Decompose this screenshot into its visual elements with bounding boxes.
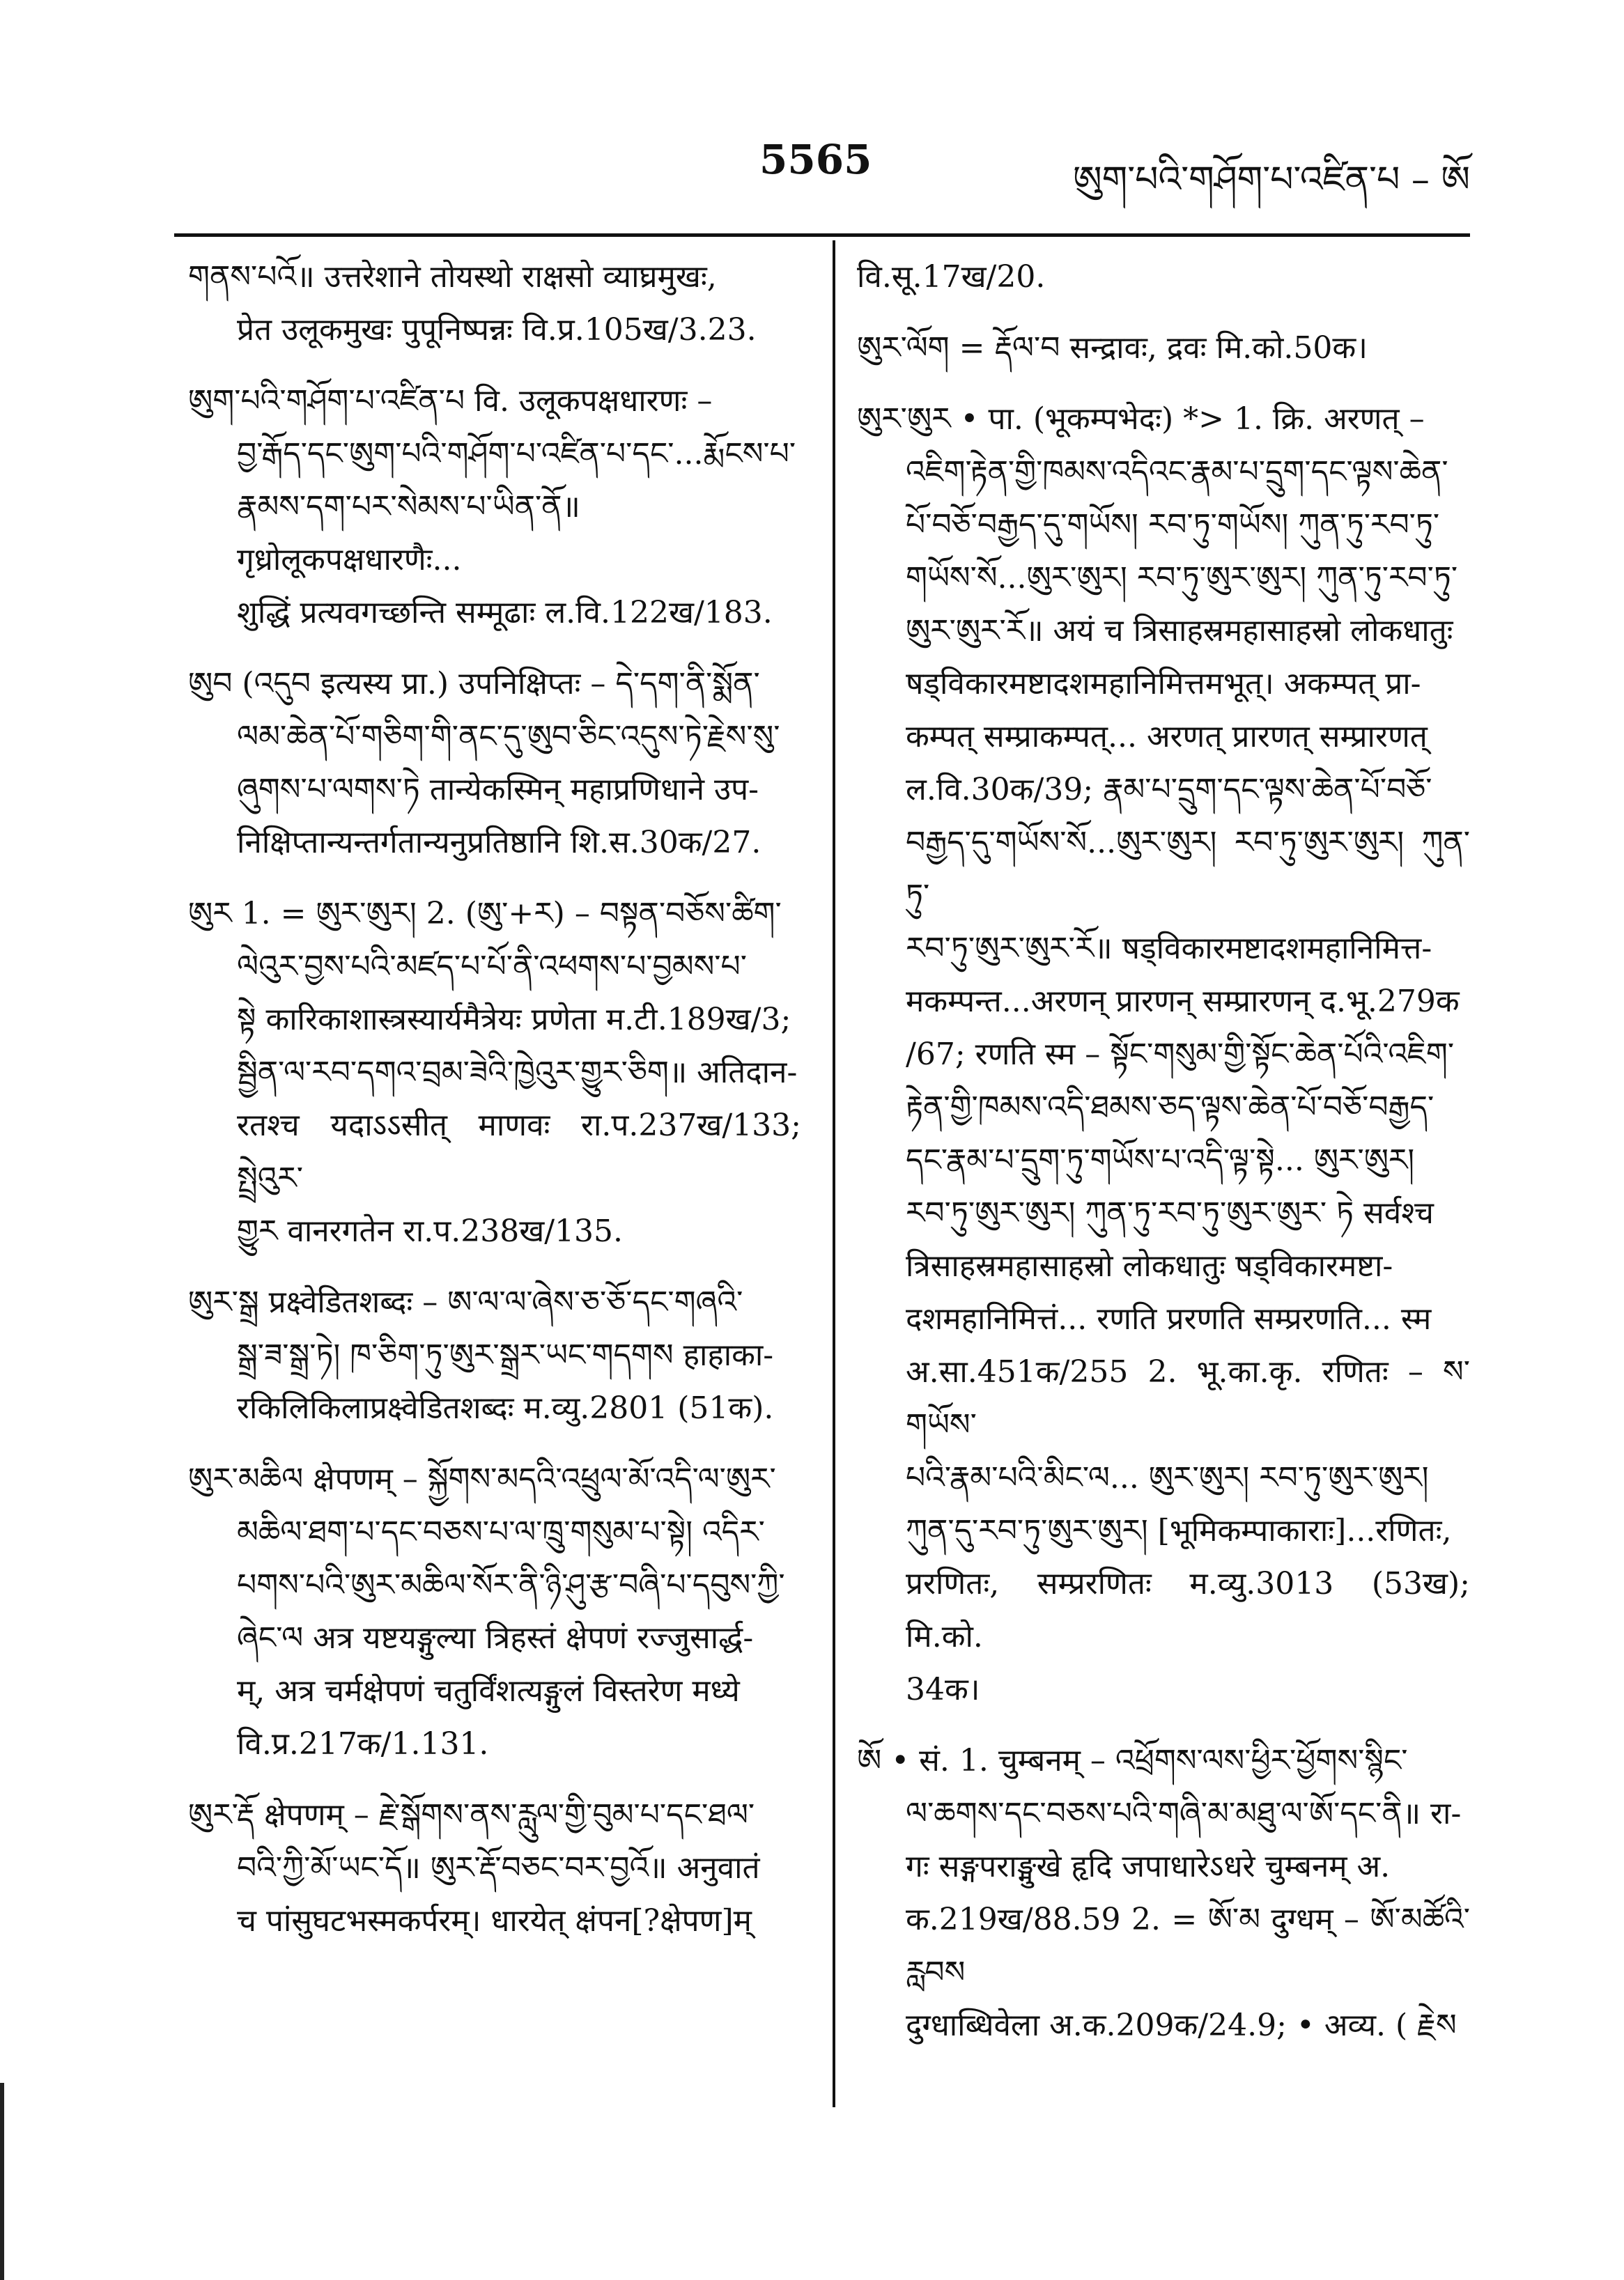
entry-line: རབ་ཏུ་ཨུར་ཨུར། ཀུན་ཏུ་རབ་ཏུ་ཨུར་ཨུར་ ཏེ सर्वश्च [906,1195,1434,1231]
entry-line: निक्षिप्तान्यन्तर्गतान्यनुप्रतिष्ठानि शि.स.30क/27. [237,825,761,860]
entry-line: པགས་པའི་ཨུར་མཆིལ་སོར་ནི་ཉི་ཤུ་རྩ་བཞི་པ་དབུས་ཀྱི་ [237,1567,785,1603]
dictionary-entry [188,887,801,1258]
entry-line: འཇིག་རྟེན་གྱི་ཁམས་འདིའང་རྣམ་པ་དྲུག་དང་ལྟས་ཆེན་ [906,454,1448,490]
entry-line: ཨོ • सं. 1. चुम्बनम् – འཕྲོགས་ལས་ཕྱིར་ཕྱོགས་སྙིང་ [857,1743,1408,1778]
column-divider [833,240,835,2107]
entry-line: ཨུར་ཨུར་རོ॥ अयं च त्रिसाहस्रमहासाहस्रो लोकधातुः [906,613,1453,649]
page-header [174,132,1470,209]
entry-line: སྟེ कारिकाशास्त्रस्यार्यमैत्रेयः प्रणेता म.टी.189ख/3; [237,1002,791,1037]
dictionary-entry [857,251,1470,304]
entry-line: ཨུར་ལོག = རྡོལ་བ सन्द्रावः, द्रवः मि.को.50क। [857,330,1368,366]
entry-line: བརྒྱད་དུ་གཡོས་སོ...ཨུར་ཨུར། རབ་ཏུ་ཨུར་ཨུར། ཀུན་ཏུ་ [906,825,1470,913]
entry-line: ཨུར་རྡོ क्षेपणम् – རྗེ་སྒོགས་ནས་རླུལ་གྱི་བུམ་པ་དང་ཐལ་ [188,1797,755,1833]
entry-line: वि.प्र.217क/1.131. [237,1726,489,1762]
entry-line: གནས་པའོ॥ उत्तरेशाने तोयस्थो राक्षसो व्याघ्रमुखः, [188,259,717,295]
entry-line: दुग्धाब्धिवेला अ.क.209क/24.9; • अव्य. ( རྗེས [906,2008,1457,2043]
entry-line: རབ་ཏུ་ཨུར་ཨུར་རོ॥ षड्विकारमष्टादशमहानिमित्त- [906,931,1432,966]
dictionary-entry [857,322,1470,375]
entry-line: པའི་རྣམ་པའི་མིང་ལ... ཨུར་ཨུར། རབ་ཏུ་ཨུར་ཨུར། [906,1460,1429,1496]
entry-line: གཡོས་སོ...ཨུར་ཨུར། རབ་ཏུ་ཨུར་ཨུར། ཀུན་ཏུ་རབ་ཏུ་ [906,560,1458,596]
entry-line: म्, अत्र चर्मक्षेपणं चतुर्विंशत्यङ्गुलं विस्तरेण मध्ये [237,1673,740,1709]
entry-line: པོ་བཅོ་བརྒྱད་དུ་གཡོས། རབ་ཏུ་གཡོས། ཀུན་ཏུ་རབ་ཏུ་ [906,507,1440,543]
entry-line: अ.सा.451क/255 2. भू.का.कृ. रणितः – ས་གཡོས་ [906,1354,1470,1443]
entry-line: ལེའུར་བྱས་པའི་མཛད་པ་པོ་ནི་འཕགས་པ་བྱམས་པ་ [237,949,747,984]
entry-line: ཨུར 1. = ཨུར་ཨུར། 2. (ཨུ་+ར) – བསྟན་བཅོས་ཚིག་ [188,896,782,931]
entry-line: षड्विकारमष्टादशमहानिमित्तमभूत्। अकम्पत् प्रा- [906,666,1421,701]
entry-line: ཞེང་ལ अत्र यष्टयङ्गुल्या त्रिहस्तं क्षेपणं रज्जुसार्द्ध- [237,1620,754,1656]
dictionary-entry [188,658,801,869]
entry-line: प्रेत उलूकमुखः पुपूनिष्पन्नः वि.प्र.105ख/3.23. [237,312,757,348]
dictionary-entry [857,393,1470,1716]
entry-line: ཨུར་སྒྲ प्रक्ष्वेडितशब्दः – ཨ་ལ་ལ་ཞེས་ཅ་ཅོ་དང་གཞའི་ [188,1285,743,1320]
entry-line: སྦྱིན་ལ་རབ་དགའ་བྲམ་ཟེའི་ཁྱེའུར་གྱུར་ཅིག॥ अतिदान- [237,1055,798,1090]
entry-line: རྣམས་དག་པར་སེམས་པ་ཡིན་ནོ॥ गृध्रोलूकपक्षधारणैः... [237,489,580,577]
entry-line: ལ་ཆགས་དང་བཅས་པའི་གཞི་མ་མཐུ་ལ་ཨོ་དང་ནི॥ रा- [906,1796,1462,1831]
entry-line: ཀུན་དུ་རབ་ཏུ་ཨུར་ཨུར། [भूमिकम्पाकाराः]...रणितः, [906,1513,1452,1549]
page-number: 5565 [759,136,872,183]
dictionary-entry [188,1789,801,1948]
entry-line: च पांसुघटभस्मकर्परम्। धारयेत् क्षंपन[?क्षेपण]म् [237,1903,752,1939]
entry-line: रतश्च यदाऽऽसीत् माणवः रा.प.237ख/133; སྤྲེའུར་ [237,1108,801,1196]
entry-line: /67; रणति स्म – སྟོང་གསུམ་གྱི་སྟོང་ཆེན་པོའི་འཇིག་ [906,1037,1455,1072]
entry-line: त्रिसाहस्रमहासाहस्रो लोकधातुः षड्विकारमष्टा- [906,1248,1393,1284]
page-edge-mark [0,2083,4,2280]
entry-line: 34क। [906,1672,980,1707]
entry-line: ཨུར་ཨུར • पा. (भूकम्पभेदः) *> 1. क्रि. अरणत् – [857,401,1425,437]
entry-line: ཨུར་མཆིལ क्षेपणम् – སྐྱོགས་མདའི་འཕྲུལ་མོ་འདི་ལ་ཨུར་ [188,1461,776,1497]
entry-line: ल.वि.30क/39; རྣམ་པ་དྲུག་དང་ལྟས་ཆེན་པོ་བཅོ་ [906,772,1432,807]
entry-line: ཨུག་པའི་གཤོག་པ་འཛིན་པ वि. उलूकपक्षधारणः – [188,383,713,419]
entry-line: སྒྲ་ཟ་སྒྲ་ཏེ། ཁ་ཅིག་ཏུ་ཨུར་སྒྲར་ཡང་གདགས हाहाका- [237,1337,774,1373]
entry-line: ལམ་ཆེན་པོ་གཅིག་གི་ནང་དུ་ཨུབ་ཅིང་འདུས་ཏེ་རྗེས་སུ་ [237,719,780,754]
entry-line: ཨུབ (འདུབ इत्यस्य प्रा.) उपनिक्षिप्तः – དེ་དག་ནི་སྨོན་ [188,666,760,701]
right-column [857,251,1470,2070]
entry-line: कम्पत् सम्प्राकम्पत्... अरणत् प्रारणत् सम्प्रारणत् [906,719,1428,754]
entry-line: शुद्धिं प्रत्यवगच्छन्ति सम्मूढाः ल.वि.122ख/183. [237,595,773,630]
running-head: ཨུག་པའི་གཤོག་པ་འཛིན་པ – ཨོ [1072,159,1470,201]
entry-line: གྱུར वानरगतेन रा.प.238ख/135. [237,1213,624,1249]
entry-line: རྟེན་གྱི་ཁམས་འདི་ཐམས་ཅད་ལྟས་ཆེན་པོ་བཅོ་བརྒྱད་ [906,1089,1434,1125]
entry-line: मकम्पन्त...अरणन् प्रारणन् सम्प्रारणन् द.भू.279क [906,984,1460,1019]
dictionary-entry [857,1735,1470,2052]
entry-line: प्ररणितः, सम्प्ररणितः म.व्यु.3013 (53ख); मि.को. [906,1566,1470,1654]
entry-line: མཆིལ་ཐག་པ་དང་བཅས་པ་ལ་ཁྲུ་གསུམ་པ་སྟེ། འདིར་ [237,1514,765,1550]
entry-line: वि.सू.17ख/20. [857,259,1046,295]
dictionary-entry [188,1453,801,1771]
dictionary-entry [188,375,801,639]
header-rule [174,233,1470,237]
entry-line: བྱ་རྒོད་དང་ཨུག་པའི་གཤོག་པ་འཛིན་པ་དང་...རྨོངས་པ་ [237,436,796,472]
entry-line: ཞུགས་པ་ལགས་ཏེ तान्येकस्मिन् महाप्रणिधाने उप- [237,772,759,807]
left-column [188,251,801,1966]
entry-line: क.219ख/88.59 2. = ཨོ་མ दुग्धम् – ཨོ་མཚོའི་རླབས [906,1902,1470,1990]
entry-line: དང་རྣམ་པ་དྲུག་ཏུ་གཡོས་པ་འདི་ལྟ་སྟེ... ཨུར་ཨུར། [906,1142,1415,1178]
dictionary-entry [188,1276,801,1435]
entry-line: रकिलिकिलाप्रक्ष्वेडितशब्दः म.व्यु.2801 (51क). [237,1390,774,1426]
dictionary-entry [188,251,801,357]
entry-line: गः सङ्गपराङ्मुखे हृदि जपाधारेऽधरे चुम्बनम् अ. [906,1849,1391,1884]
entry-line: བའི་ཀྱི་མོ་ཡང་དོ॥ ཨུར་རྡོ་བཅང་བར་བྱའོ॥ अनुवातं [237,1850,760,1886]
entry-line: दशमहानिमित्तं... रणति प्ररणति सम्प्ररणति... स्म [906,1301,1432,1337]
